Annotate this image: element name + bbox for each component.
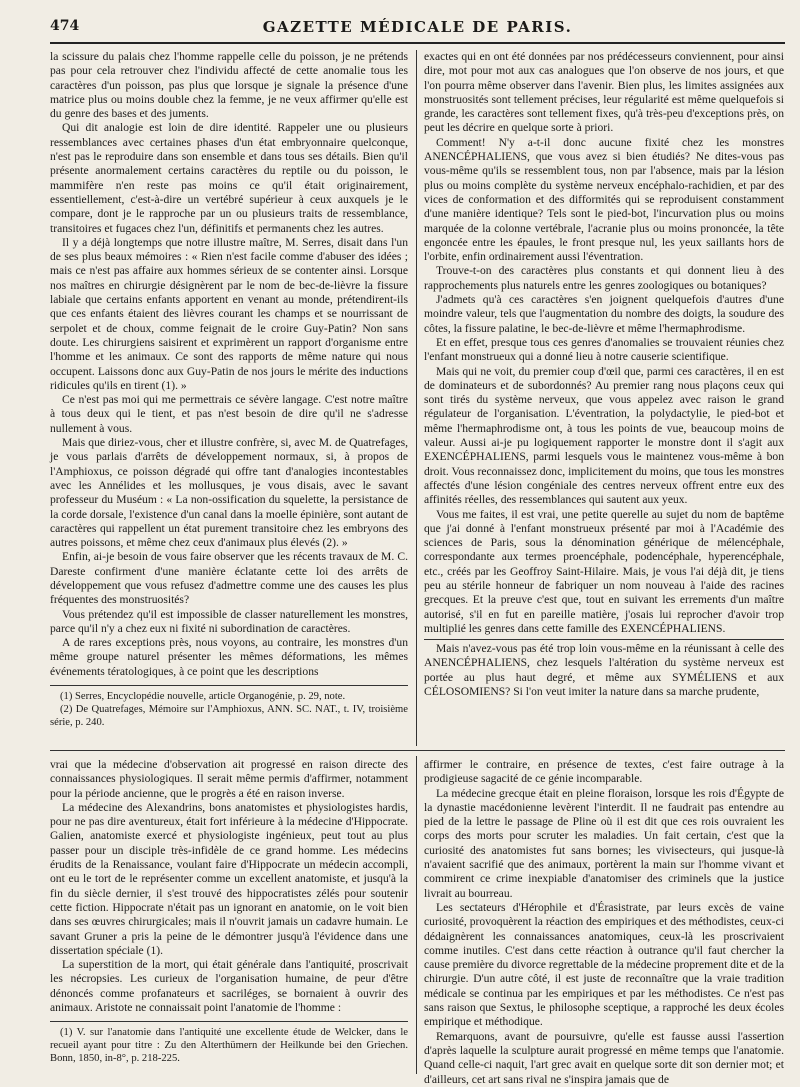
- paragraph: J'admets qu'à ces caractères s'en joignent quelquefois d'autres d'une moindre valeur, tels que l'augmentation du nombre des doigts, la soudure des côtes, la fissure palatine, le bec-de-lièvre et même l'hermaphrodisme.: [424, 293, 784, 335]
- header-rule: [50, 42, 785, 44]
- footnote: (2) De Quatrefages, Mémoire sur l'Amphioxus, ANN. SC. NAT., t. IV, troisième série, p. 240.: [50, 703, 408, 728]
- page-header: [50, 18, 785, 40]
- section-rule: [424, 639, 784, 640]
- paragraph: la scissure du palais chez l'homme rappelle celle du poisson, je ne prétends pas pour cela retrouver chez l'individu affecté de cette anomalie tous les caractères d'un poisson, pas plus que lorsque je signale la présence d'une matrice plus ou moins double chez la femme, je ne veux affirmer qu'elle est du genre des bases et des juments.: [50, 50, 408, 121]
- paragraph: Et en effet, presque tous ces genres d'anomalies se trouvaient réunies chez l'enfant monstrueux qui a donné lieu à notre causerie scientifique.: [424, 335, 784, 364]
- paragraph: Trouve-t-on des caractères plus constants et qui donnent lieu à des rapprochements plus naturels entre les genres zoologiques ou botaniques?: [424, 264, 784, 292]
- footnote: (1) Serres, Encyclopédie nouvelle, article Organogénie, p. 29, note.: [60, 691, 346, 703]
- paragraph: Vous me faites, il est vrai, une petite querelle au sujet du nom de baptême que j'ai donné à l'enfant monstrueux présenté par moi à l'Académie des sciences de Paris, sous la dénomination générique de mélencéphale, correspondante aux termes proencéphale, podencéphale, hyperencéphale, etc., créés par les Geoffroy Saint-Hilaire. Mais, je vous l'ai déjà dit, je tiens peu au stérile honneur de fabriquer un nom nouveau à l'aide des racines grecques. Et la preuve c'est que, tout en suivant les errements d'un maître autorisé, s'il en fut en pareille matière, j'osais lui reprocher d'avoir trop multiplié les genres dans cette famille des EXENCÉPHALIENS.: [424, 507, 784, 635]
- footnote-rule: [50, 1021, 408, 1022]
- bottom-left-column: [50, 758, 408, 1074]
- column-separator: [416, 756, 417, 1074]
- column-separator: [416, 50, 417, 746]
- paragraph: Les sectateurs d'Hérophile et d'Érasistrate, par leurs excès de vaine curiosité, provoquèrent la réaction des empiriques et des méthodistes, ceux-ci dédaignèrent les connaissances anatomiques, ceux-là les proscrivaient comme inutiles. C'est dans cette réaction à outrance qu'il faut chercher la cause première du divorce regrettable de la médecine proprement dite et de la chirurgie. D'un autre côté, il est juste de reconnaître que la vraie tradition médicale se continua par les empiriques et par les méthodistes. Ce n'est pas sans raison que Sextus, le philosophe sceptique, a rapproché les deux écoles empirique et méthodique.: [424, 900, 784, 1029]
- paragraph: Ce n'est pas moi qui me permettrais ce sévère langage. C'est notre maître à tous deux qui le tient, et pas n'est besoin de dire qu'il ne s'adresse nullement à vous.: [50, 393, 408, 435]
- paragraph: Mais qui ne voit, du premier coup d'œil que, parmi ces caractères, il en est de dominateurs et de subordonnés? Au premier rang nous plaçons ceux qui sont tirés du système nerveux, que vous appelez avec raison le grand régulateur de l'organisation. L'éventration, la polydactylie, le pied-bot et même l'hermaphrodisme ont, à tous les points de vue, beaucoup moins de valeur. Aussi ai-je pu logiquement rapporter le monstre dont il s'agit aux EXENCÉPHALIENS, parmi lesquels vous le maintenez vous-même à bon droit. Vous reconnaissez donc, implicitement du moins, que tous les monstres affectés d'une lésion congéniale des centres nerveux offrent entre eux des affinités réelles, des ressemblances qui sautent aux yeux.: [424, 364, 784, 507]
- section-divider: [50, 750, 785, 751]
- paragraph: La médecine grecque était en pleine floraison, lorsque les rois d'Égypte de la dynastie macédonienne levèrent l'interdit. Il ne faudrait pas entendre au pied de la lettre le passage de Pline où il est dit que ces rois ouvraient les corps des morts pour scruter les maladies. Un fait certain, c'est que la curiosité des anatomistes fut sans bornes; les vivisecteurs, qui jusque-là n'avaient sacrifié que des animaux, portèrent la main sur l'homme vivant et commirent ce crime inexpiable d'anatomiser des criminels que la justice livrait au bourreau.: [424, 786, 784, 900]
- paragraph: Remarquons, avant de poursuivre, qu'elle est fausse aussi l'assertion d'après laquelle la sculpture aurait progressé en même temps que l'anatomie. Quand celle-ci naquit, l'art grec avait en quelque sorte dit son dernier mot; et d'ailleurs, cet art sans rival ne s'inspira jamais que de: [424, 1029, 784, 1086]
- paragraph: Qui dit analogie est loin de dire identité. Rappeler une ou plusieurs ressemblances avec certaines phases d'un état embryonnaire quelconque, n'est pas le reproduire dans son ensemble et dans tous ses détails. Bien qu'il présente anormalement certains caractères du reptile ou du poisson, le mammifère n'en reste pas moins ce qu'il était originairement, essentiellement, c'est-à-dire un vertébré supérieur à ceux auxquels je le compare, dont je le rapproche par un ou plusieurs traits de ressemblance, transitoires et fugaces chez l'un, définitifs et permanents chez les autres.: [50, 121, 408, 235]
- journal-title: GAZETTE MÉDICALE DE PARIS.: [262, 18, 573, 36]
- top-left-column: [50, 50, 408, 744]
- paragraph: La médecine des Alexandrins, bons anatomistes et physiologistes hardis, pour ne pas dire aventureux, était fort inférieure à la médecine d'Hippocrate. Galien, anatomiste exercé et physiologiste ingénieux, peut tout au plus passer pour un disciple très-infidèle de ce grand homme. Les médecins érudits de la Renaissance, voulant faire d'Hippocrate un médecin accompli, ont eu le tort de le représenter comme un excellent anatomiste, et jusqu'à la fin du siècle dernier, il s'est trouvé des hippocratistes zélés pour soutenir cette fiction. Hippocrate n'était pas un ignorant en anatomie, on le voit bien dans ses œuvres chirurgicales; mais il n'ouvrit jamais un cadavre humain. Le savant Gruner a pris la peine de le démontrer jusqu'à l'évidence dans une dissertation spéciale (1).: [50, 800, 408, 957]
- paragraph: Enfin, ai-je besoin de vous faire observer que les récents travaux de M. C. Dareste confirment d'une manière éclatante cette loi des arrêts de développement que vous refusez d'admettre comme une des causes les plus fréquentes des monstruosités?: [50, 550, 408, 607]
- paragraph: Mais que diriez-vous, cher et illustre confrère, si, avec M. de Quatrefages, je vous parlais d'arrêts de développement normaux, si, à propos de l'Amphioxus, ce poisson dégradé qui offre tant d'analogies incontestables avec les Annélides et les mollusques, je vous disais, avec le savant professeur du Muséum : « La non-ossification du squelette, la persistance de la corde dorsale, l'existence d'un canal dans la moelle épinière, sont autant de caractères qui rappellent un état purement transitoire chez les embryons des autres poissons, et même chez ceux d'animaux plus élevés (2). »: [50, 436, 408, 550]
- footnote: (1) V. sur l'anatomie dans l'antiquité une excellente étude de Welcker, dans le recueil ayant pour titre : Zu den Alterthümern der Heilkunde bei den Griechen. Bonn, 1850, in-8°, p. 218-225.: [50, 1027, 408, 1064]
- page-number: 474: [50, 18, 80, 34]
- paragraph: Vous prétendez qu'il est impossible de classer naturellement les monstres, parce qu'il n'y a chez eux ni fixité ni subordination de caractères.: [50, 607, 408, 635]
- paragraph: La superstition de la mort, qui était générale dans l'antiquité, proscrivait les nécropsies. Les curieux de l'organisation humaine, de peur d'être dénoncés comme profanateurs et sacriléges, se bornaient à ouvrir des animaux. Aristote ne connaissait point l'anatomie de l'homme :: [50, 958, 408, 1015]
- paragraph: Mais n'avez-vous pas été trop loin vous-même en la réunissant à celle des ANENCÉPHALIENS, chez lesquels l'altération du système nerveux est portée au plus haut degré, et même aux SYMÉLIENS et aux CÉLOSOMIENS? Si l'on veut imiter la nature dans sa marche prudente,: [424, 642, 784, 699]
- paragraph: vrai que la médecine d'observation ait progressé en raison directe des connaissances physiologiques. Il serait même permis d'affirmer, notamment pour la période ancienne, que le progrès a été en raison inverse.: [50, 758, 408, 800]
- bottom-right-column: [424, 758, 784, 1086]
- paragraph: Comment! N'y a-t-il donc aucune fixité chez les monstres ANENCÉPHALIENS, que vous avez si bien étudiés? Ne dites-vous pas vous-même qu'ils se ressemblent tous, non par l'absence, mais par la lésion plus ou moins complète du système nerveux encéphalo-rachidien, et par des vices de conformation et des difformités qui se reproduisent constamment d'une manière identique? Tels sont le pied-bot, l'incurvation plus ou moins marquée de la colonne vertébrale, l'acranie plus ou moins prononcée, la tête engoncée entre les épaules, le front presque nul, les yeux saillants hors de l'orbite, enfin ordinairement aussi l'éventration.: [424, 135, 784, 264]
- top-right-column: [424, 50, 784, 744]
- paragraph: affirmer le contraire, en présence de textes, c'est faire outrage à la prodigieuse sagacité de ce génie incomparable.: [424, 758, 784, 786]
- paragraph: A de rares exceptions près, nous voyons, au contraire, les monstres d'un même groupe naturel présenter les mêmes déformations, les mêmes événements tératologiques, à ce point que les descriptions: [50, 636, 408, 678]
- paragraph: Il y a déjà longtemps que notre illustre maître, M. Serres, disait dans l'un de ses plus beaux mémoires : « Rien n'est facile comme d'abuser des idées ; mais ce n'est pas affaire aux hommes sérieux de se contenter ainsi. Lorsque nos maîtres en chirurgie désignèrent par le nom de bec-de-lièvre la fissure labiale que certains enfants apportent en venant au monde, prétendirent-ils que ces enfants étaient des lièvres courant les champs et se nourrissant de serpolet et de choux, comme feignait de le croire Guy-Patin? Non sans doute. Les chirurgiens saisirent et exprimèrent un rapport d'organisme entre l'homme et les animaux. Ce sont des rapports de même nature qui nous occupent. Laissons donc aux Guy-Patin de nos jours le mérite des inductions ridicules qu'ils en tirent (1). »: [50, 235, 408, 392]
- paragraph: exactes qui en ont été données par nos prédécesseurs conviennent, pour ainsi dire, mot pour mot aux cas analogues que l'on observe de nos jours, et que l'on pourra même observer dans l'avenir. Bien plus, les limites assignées aux monstruosités sont tellement précises, leur régularité est même quelquefois si grande, les caractères sont tellement fixes, qu'à très-peu d'exceptions près, on peut les décrire en quelque sorte à priori.: [424, 50, 784, 135]
- footnote-rule: [50, 685, 408, 686]
